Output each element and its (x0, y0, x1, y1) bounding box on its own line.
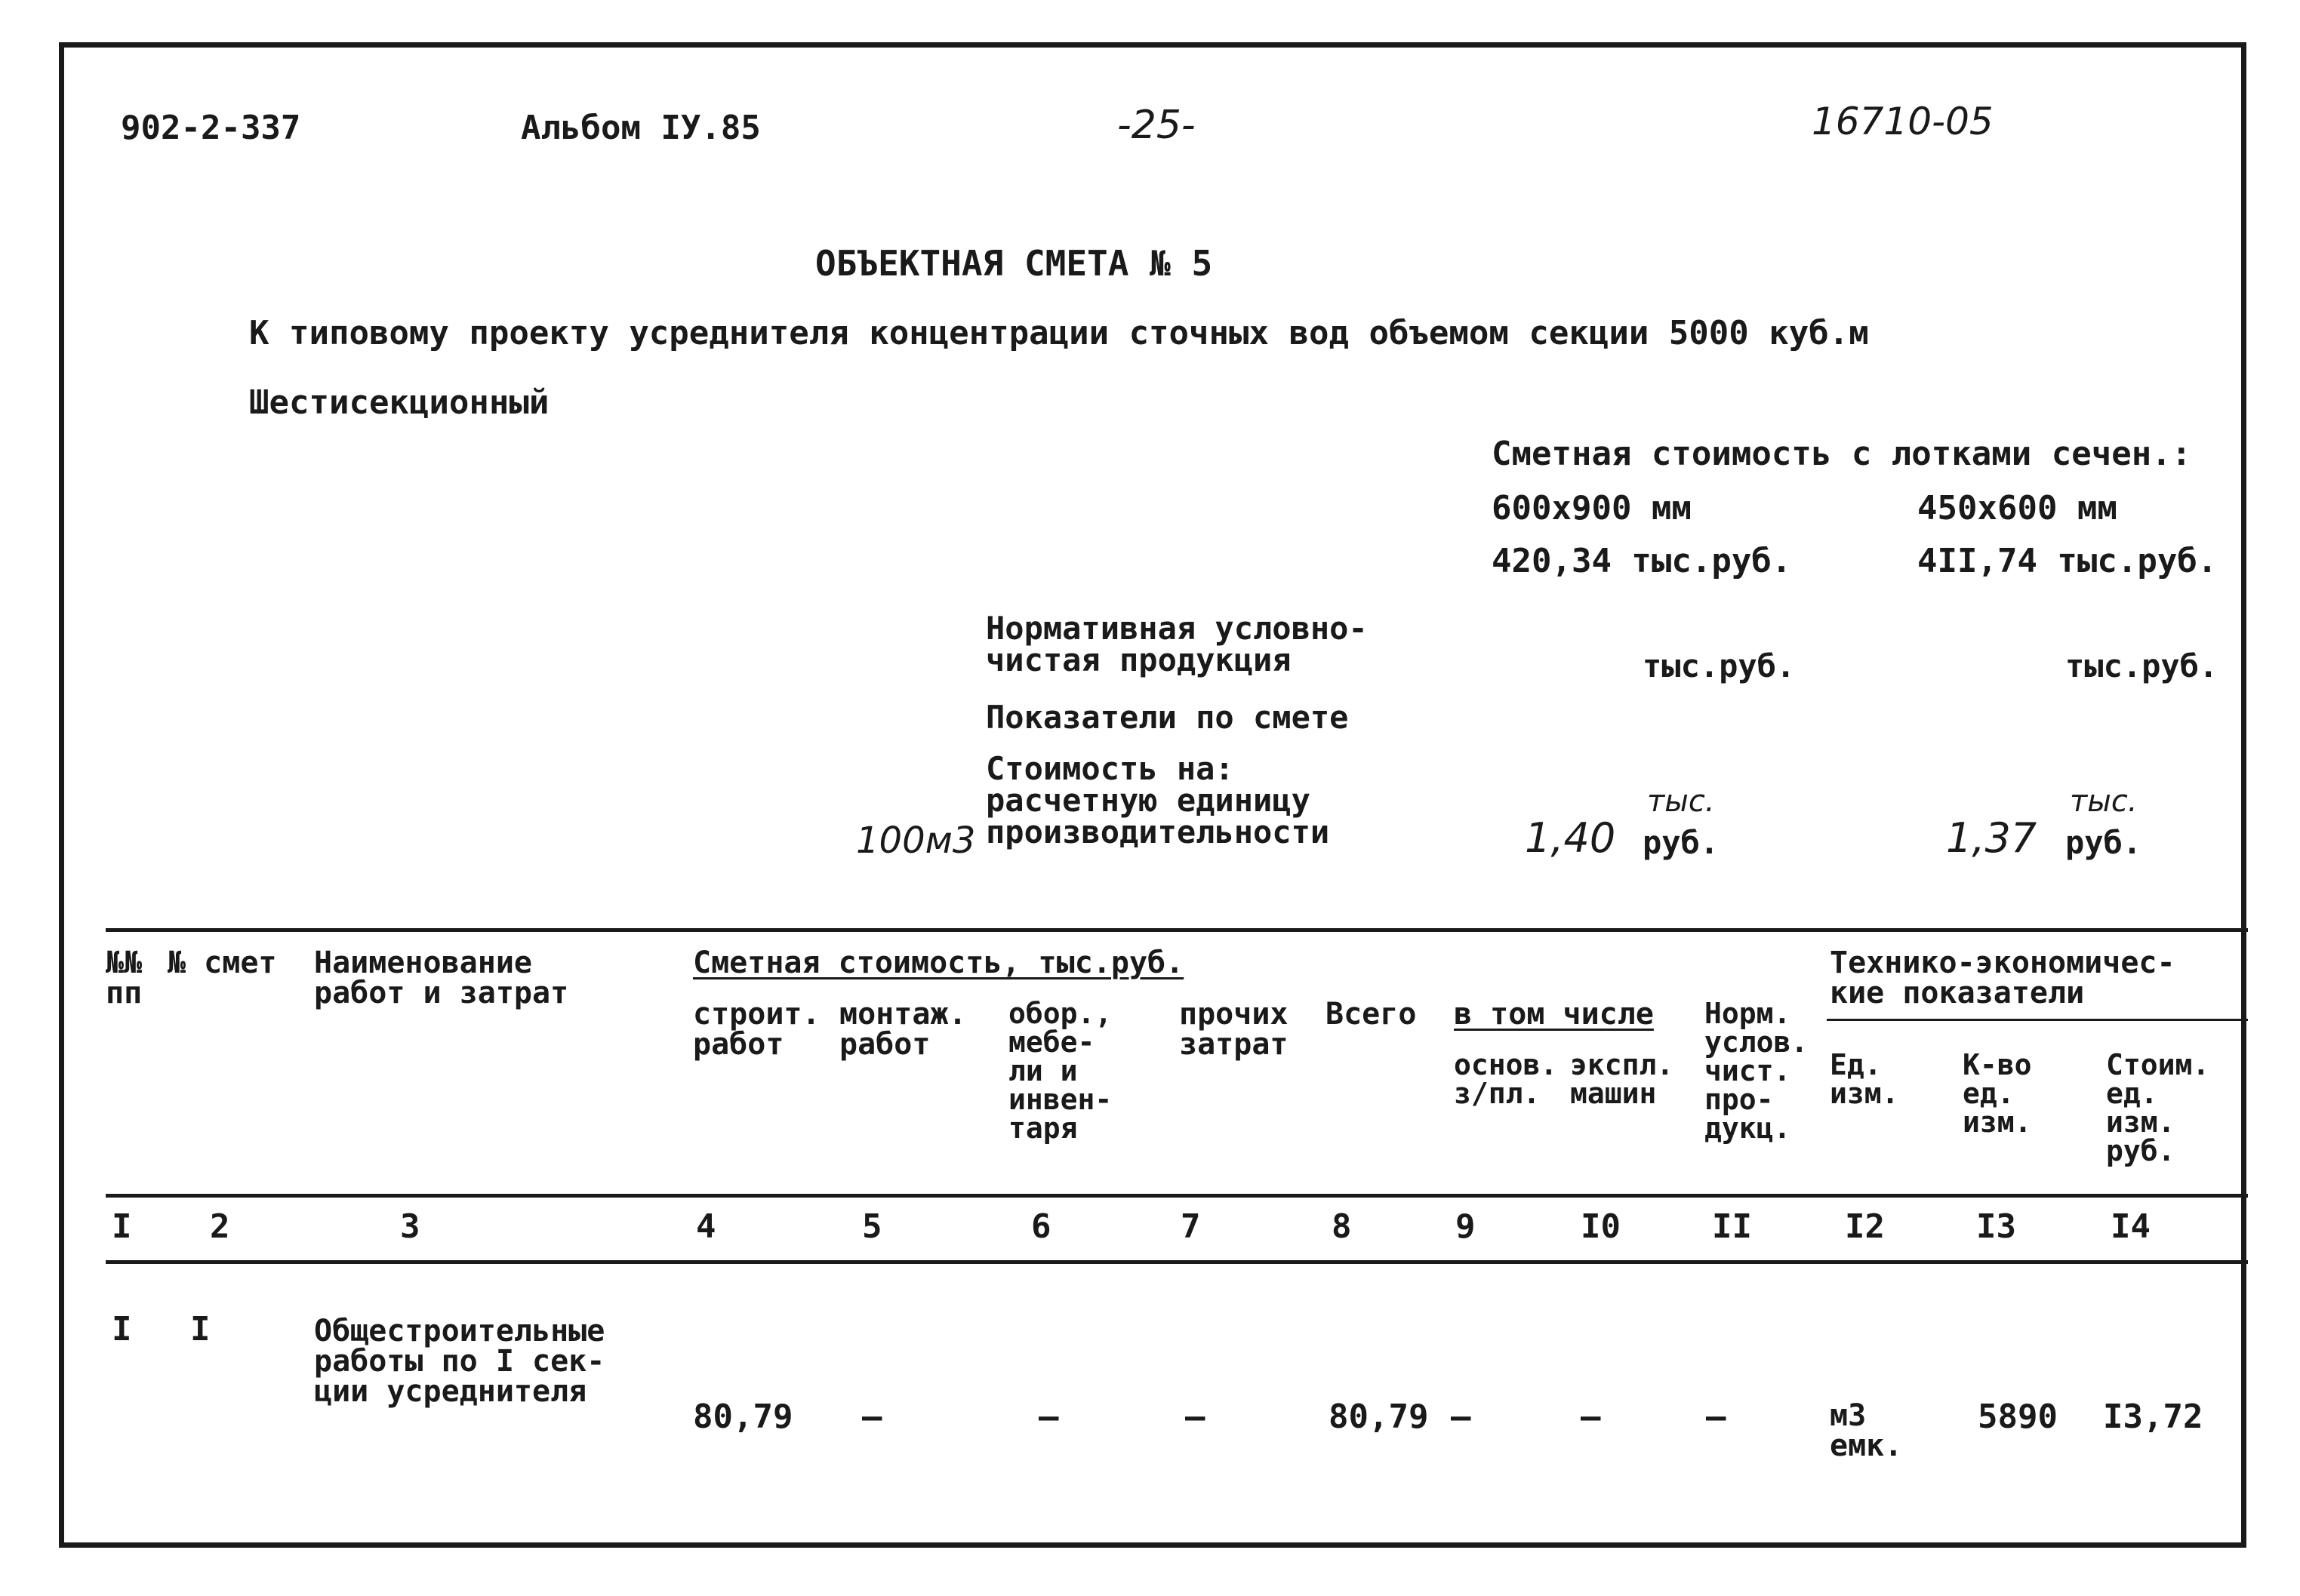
cost-a: 420,34 тыс.руб. (1492, 542, 1792, 580)
col-number: 6 (1031, 1207, 1051, 1246)
cost-b: 4II,74 тыс.руб. (1917, 542, 2218, 580)
group-header-incl: в том числе (1454, 997, 1654, 1032)
col-header-unit-cost: Стоим. ед. изм. руб. (2106, 1048, 2210, 1167)
unit-hw-b: тыс. (2070, 784, 2138, 819)
doc-number: 902-2-337 (121, 109, 301, 147)
unit-hw-a: тыс. (1647, 784, 1715, 819)
col-header-estimate: № смет (168, 946, 277, 980)
col-number: 3 (400, 1207, 420, 1246)
col-number: I (112, 1207, 132, 1246)
col-number: 8 (1332, 1207, 1352, 1246)
row-qty: 5890 (1978, 1398, 2058, 1436)
size-a: 600х900 мм (1492, 489, 1692, 527)
col-header-machines: экспл. машин (1570, 1048, 1674, 1110)
album-label: Альбом IУ.85 (521, 109, 761, 147)
row-unit: м3 емк. (1830, 1398, 1903, 1463)
row-estimate: I (190, 1310, 211, 1348)
unit-cost-a: 1,40 (1525, 814, 1616, 862)
page-number: -25- (1117, 103, 1196, 148)
row-installation: – (862, 1398, 882, 1436)
numbers-bottom-rule (106, 1260, 2248, 1264)
document-subtitle: К типовому проекту усреднителя концентрации сточных вод объемом секции 5000 куб.м (249, 314, 1869, 352)
row-equipment: – (1039, 1398, 1059, 1436)
col-number: I0 (1581, 1207, 1621, 1246)
col-number: 2 (210, 1207, 230, 1246)
col-number: II (1712, 1207, 1752, 1246)
col-header-qty: К-во ед. изм. (1963, 1048, 2032, 1139)
tech-group-rule (1827, 1019, 2248, 1021)
col-number: 7 (1181, 1207, 1201, 1246)
col-header-installation: монтаж. работ (839, 997, 967, 1062)
row-total: 80,79 (1329, 1398, 1429, 1436)
col-number: 4 (696, 1207, 716, 1246)
group-header-cost: Сметная стоимость, тыс.руб. (693, 946, 1184, 980)
col-number: I3 (1976, 1207, 2016, 1246)
table-top-rule (106, 928, 2248, 932)
col-header-name: Наименование работ и затрат (314, 946, 569, 1010)
unit-cost-b: 1,37 (1946, 814, 2037, 862)
norm-label: Нормативная условно- чистая продукция (986, 610, 1368, 678)
col-number: I2 (1845, 1207, 1885, 1246)
cost-label: Сметная стоимость с лотками сечен.: (1492, 435, 2192, 473)
col-header-total: Всего (1326, 997, 1417, 1032)
sheet-code: 16710-05 (1812, 100, 1994, 143)
row-construction: 80,79 (693, 1398, 793, 1436)
col-header-construction: строит. работ (693, 997, 821, 1062)
size-b: 450х600 мм (1917, 489, 2117, 527)
col-number: 5 (862, 1207, 882, 1246)
row-no: I (112, 1310, 132, 1348)
unit-handwritten: 100м3 (856, 820, 976, 862)
norm-unit-b: тыс.руб. (2065, 647, 2218, 684)
row-name: Общестроительные работы по I сек- ции усреднителя (314, 1314, 605, 1409)
norm-unit-a: тыс.руб. (1643, 647, 1796, 684)
col-number: I4 (2111, 1207, 2151, 1246)
row-other: – (1185, 1398, 1205, 1436)
group-header-tech: Технико-экономичес- кие показатели (1830, 946, 2175, 1010)
col-header-wages: основ. з/пл. (1454, 1048, 1558, 1110)
unit-cost-label: Стоимость на: расчетную единицу производительности (986, 750, 1330, 850)
unit-rub-a: руб. (1643, 824, 1720, 861)
col-header-no: №№ пп (106, 946, 143, 1010)
row-machines: – (1581, 1398, 1601, 1436)
col-header-other: прочих затрат (1179, 997, 1289, 1062)
document-title: ОБЪЕКТНАЯ СМЕТА № 5 (815, 243, 1213, 284)
col-header-equipment: обор., мебе- ли и инвен- таря (1008, 997, 1113, 1145)
unit-rub-b: руб. (2065, 824, 2142, 861)
row-wages: – (1451, 1398, 1471, 1436)
col-number: 9 (1455, 1207, 1476, 1246)
row-norm: – (1706, 1398, 1726, 1436)
variant-label: Шестисекционный (249, 383, 550, 422)
indicators-label: Показатели по смете (986, 699, 1349, 736)
header-bottom-rule (106, 1194, 2248, 1198)
col-header-norm: Норм. услов. чист. про- дукц. (1704, 997, 1809, 1145)
col-header-unit: Ед. изм. (1830, 1048, 1899, 1110)
row-unit-cost: I3,72 (2103, 1398, 2203, 1436)
